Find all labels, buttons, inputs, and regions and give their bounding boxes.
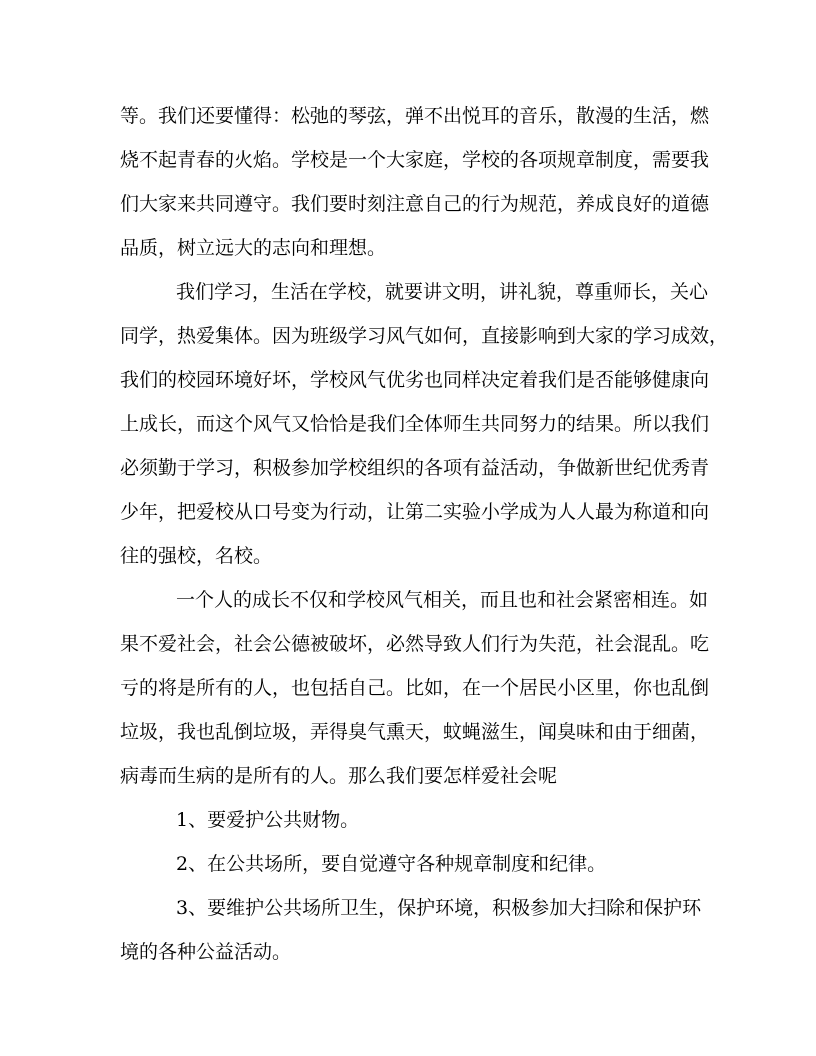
paragraph-3-line-5: 病毒而生病的是所有的人。那么我们要怎样爱社会呢 xyxy=(120,765,558,787)
paragraph-2-line-7: 往的强校，名校。 xyxy=(120,545,273,567)
paragraph-3-line-4: 垃圾，我也乱倒垃圾，弄得臭气熏天，蚊蝇滋生，闻臭味和由于细菌， xyxy=(120,721,710,743)
list-item-1: 1、要爱护公共财物。 xyxy=(176,809,360,831)
paragraph-3-line-3: 亏的将是所有的人，也包括自己。比如，在一个居民小区里，你也乱倒 xyxy=(120,677,710,699)
paragraph-2-line-4: 上成长，而这个风气又恰恰是我们全体师生共同努力的结果。所以我们 xyxy=(120,413,710,435)
paragraph-1-line-4: 品质，树立远大的志向和理想。 xyxy=(120,237,387,259)
list-item-3-line-1: 3、要维护公共场所卫生，保护环境，积极参加大扫除和保护环 xyxy=(176,897,702,919)
paragraph-2-line-3: 我们的校园环境好坏，学校风气优劣也同样决定着我们是否能够健康向 xyxy=(120,369,710,391)
paragraph-3-line-2: 果不爱社会，社会公德被破坏，必然导致人们行为失范，社会混乱。吃 xyxy=(120,633,710,655)
list-item-3-line-2: 境的各种公益活动。 xyxy=(120,941,292,963)
paragraph-1-line-2: 烧不起青春的火焰。学校是一个大家庭，学校的各项规章制度，需要我 xyxy=(120,149,710,171)
list-item-2: 2、在公共场所，要自觉遵守各种规章制度和纪律。 xyxy=(176,853,607,875)
paragraph-2-line-1: 我们学习，生活在学校，就要讲文明，讲礼貌，尊重师长，关心 xyxy=(176,281,709,303)
paragraph-1-line-3: 们大家来共同遵守。我们要时刻注意自己的行为规范，养成良好的道德 xyxy=(120,193,710,215)
paragraph-2-line-5: 必须勤于学习，积极参加学校组织的各项有益活动，争做新世纪优秀青 xyxy=(120,457,710,479)
paragraph-3-line-1: 一个人的成长不仅和学校风气相关，而且也和社会紧密相连。如 xyxy=(176,589,709,611)
paragraph-2-line-2: 同学，热爱集体。因为班级学习风气如何，直接影响到大家的学习成效， xyxy=(120,325,729,347)
paragraph-1-line-1: 等。我们还要懂得：松弛的琴弦，弹不出悦耳的音乐，散漫的生活，燃 xyxy=(120,105,710,127)
paragraph-2-line-6: 少年，把爱校从口号变为行动，让第二实验小学成为人人最为称道和向 xyxy=(120,501,710,523)
